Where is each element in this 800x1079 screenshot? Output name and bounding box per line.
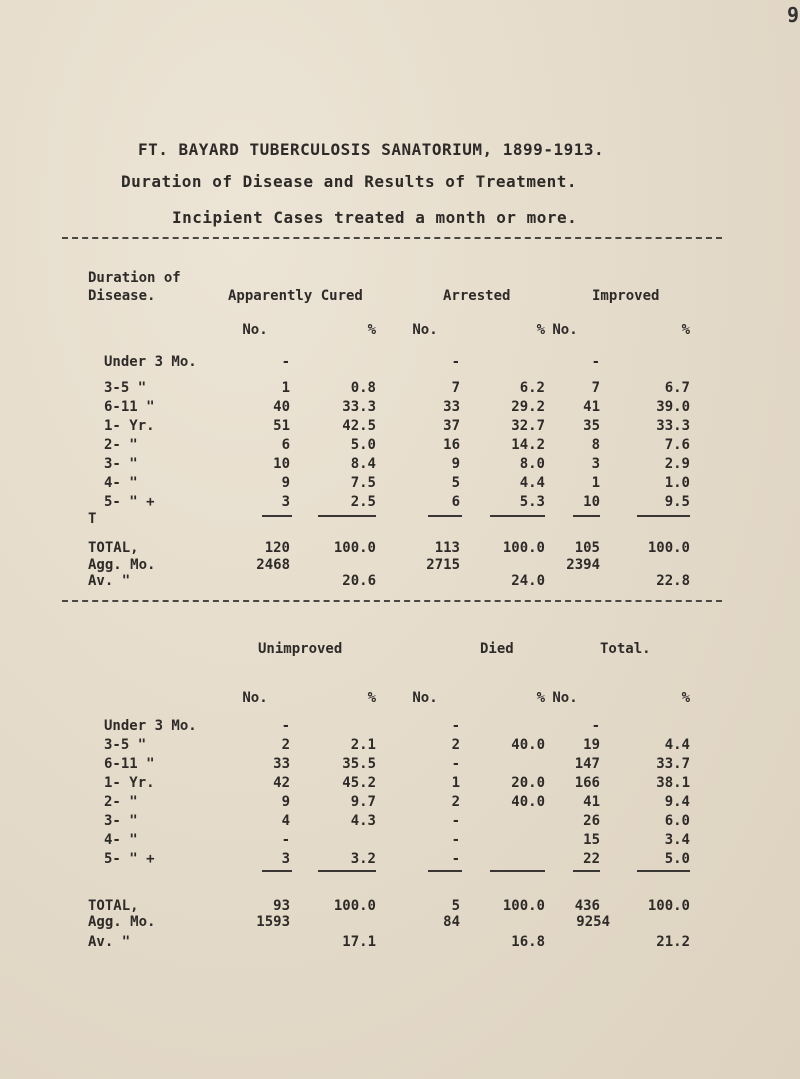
table-cell: 4.3 — [350, 813, 376, 829]
table-cell: 9.7 — [350, 794, 376, 810]
subheader-percent: % — [367, 690, 376, 706]
table-cell: 35.5 — [342, 756, 376, 772]
row-label: Under 3 Mo. — [104, 354, 197, 370]
table-cell: 3 — [281, 851, 290, 867]
table-cell: 3 — [591, 456, 600, 472]
total-cell: 100.0 — [502, 898, 545, 914]
table-cell: 1 — [591, 475, 600, 491]
table-cell: - — [451, 851, 460, 867]
table-cell: 5.0 — [350, 437, 376, 453]
row-label: 3-5 " — [104, 737, 147, 753]
table-cell: 14.2 — [511, 437, 545, 453]
av-cell: 21.2 — [656, 934, 690, 950]
table-cell: 10 — [273, 456, 290, 472]
row-label: 4- " — [104, 832, 138, 848]
column-rule — [573, 870, 600, 872]
av-cell: 16.8 — [511, 934, 545, 950]
table-cell: 37 — [443, 418, 460, 434]
table-cell: 0.8 — [350, 380, 376, 396]
table-cell: 3 — [281, 494, 290, 510]
agg-cell: 2394 — [566, 557, 600, 573]
stub-header-line-1: Duration of — [88, 270, 181, 286]
agg-cell: 1593 — [256, 914, 290, 930]
table-cell: 10 — [583, 494, 600, 510]
table-cell: 33 — [443, 399, 460, 415]
av-cell: 20.6 — [342, 573, 376, 589]
av-label: Av. " — [88, 573, 131, 589]
table-cell: 4.4 — [519, 475, 545, 491]
total-cell: 100.0 — [502, 540, 545, 556]
av-cell: 17.1 — [342, 934, 376, 950]
table-cell: 5.3 — [519, 494, 545, 510]
table-cell: 40.0 — [511, 737, 545, 753]
table-cell: 8 — [591, 437, 600, 453]
column-rule — [637, 870, 690, 872]
table-cell: 6.2 — [519, 380, 545, 396]
table-cell: 33 — [273, 756, 290, 772]
table-cell: 9 — [281, 794, 290, 810]
table-cell: 2.5 — [350, 494, 376, 510]
table-cell: 7.5 — [350, 475, 376, 491]
total-cell: 5 — [451, 898, 460, 914]
total-cell: 100.0 — [333, 540, 376, 556]
table-cell: 147 — [574, 756, 600, 772]
column-rule — [490, 515, 545, 517]
total-cell: 113 — [434, 540, 460, 556]
group-header-arrested: Arrested — [443, 288, 511, 304]
table-cell: 38.1 — [656, 775, 690, 791]
row-label: 5- " + — [104, 851, 155, 867]
group-header-died: Died — [480, 641, 514, 657]
total-cell: 100.0 — [647, 898, 690, 914]
table-cell: 6.0 — [664, 813, 690, 829]
title-line-3: Incipient Cases treated a month or more. — [172, 208, 578, 227]
subheader-percent: % — [367, 322, 376, 338]
table-cell: 20.0 — [511, 775, 545, 791]
agg-cell: 9254 — [576, 914, 610, 930]
table-cell: 6 — [451, 494, 460, 510]
group-header-apparently-cured: Apparently Cured — [228, 288, 363, 304]
table-cell: - — [451, 813, 460, 829]
row-label: 6-11 " — [104, 756, 155, 772]
table-cell: 45.2 — [342, 775, 376, 791]
row-label: 1- Yr. — [104, 775, 155, 791]
table-cell: 9.5 — [664, 494, 690, 510]
table-cell: 42.5 — [342, 418, 376, 434]
av-label: Av. " — [88, 934, 131, 950]
av-cell: 22.8 — [656, 573, 690, 589]
row-label: 3- " — [104, 456, 138, 472]
table-cell: 7 — [451, 380, 460, 396]
table-cell: 1 — [451, 775, 460, 791]
table-cell: 3.2 — [350, 851, 376, 867]
table-cell: 8.4 — [350, 456, 376, 472]
total-cell: 93 — [273, 898, 290, 914]
agg-label: Agg. Mo. — [88, 557, 156, 573]
subheader-no: No. — [242, 690, 268, 706]
column-rule — [262, 515, 292, 517]
subheader-percent: % — [536, 322, 545, 338]
title-line-2: Duration of Disease and Results of Treatment. — [121, 172, 577, 191]
table-cell: 3.4 — [664, 832, 690, 848]
agg-cell: 2468 — [256, 557, 290, 573]
table-cell: 7 — [591, 380, 600, 396]
subheader-percent: % — [681, 690, 690, 706]
table-cell: 39.0 — [656, 399, 690, 415]
total-cell: 100.0 — [647, 540, 690, 556]
table-cell: 33.3 — [656, 418, 690, 434]
dashed-divider-top — [62, 237, 722, 239]
table-cell: 4 — [281, 813, 290, 829]
table-cell: - — [591, 718, 600, 734]
total-label: TOTAL, — [88, 898, 139, 914]
table-cell: - — [451, 756, 460, 772]
column-rule — [318, 870, 376, 872]
subheader-percent: % — [681, 322, 690, 338]
column-rule — [262, 870, 292, 872]
table-cell: 15 — [583, 832, 600, 848]
row-label: 2- " — [104, 794, 138, 810]
table-cell: - — [591, 354, 600, 370]
table-cell: 42 — [273, 775, 290, 791]
column-rule — [573, 515, 600, 517]
stray-mark: T — [88, 511, 97, 527]
table-cell: 19 — [583, 737, 600, 753]
table-cell: 5.0 — [664, 851, 690, 867]
row-label: 5- " + — [104, 494, 155, 510]
table-cell: 33.7 — [656, 756, 690, 772]
table-cell: 35 — [583, 418, 600, 434]
table-cell: 4.4 — [664, 737, 690, 753]
table-cell: 7.6 — [664, 437, 690, 453]
stub-header-line-2: Disease. — [88, 288, 156, 304]
table-cell: 166 — [574, 775, 600, 791]
table-cell: 9 — [451, 456, 460, 472]
subheader-no: No. — [412, 690, 438, 706]
total-cell: 436 — [574, 898, 600, 914]
total-label: TOTAL, — [88, 540, 139, 556]
table-cell: 29.2 — [511, 399, 545, 415]
subheader-percent: % — [536, 690, 545, 706]
column-rule — [428, 515, 462, 517]
group-header-unimproved: Unimproved — [258, 641, 343, 657]
table-cell: 40 — [273, 399, 290, 415]
total-cell: 100.0 — [333, 898, 376, 914]
table-cell: 6.7 — [664, 380, 690, 396]
title-line-1: FT. BAYARD TUBERCULOSIS SANATORIUM, 1899-1913. — [138, 140, 605, 159]
subheader-no: No. — [242, 322, 268, 338]
table-cell: - — [451, 832, 460, 848]
total-cell: 105 — [574, 540, 600, 556]
table-cell: 2 — [451, 794, 460, 810]
subheader-no: No. — [552, 322, 578, 338]
table-cell: - — [281, 832, 290, 848]
subheader-no: No. — [412, 322, 438, 338]
table-cell: - — [451, 718, 460, 734]
table-cell: 9.4 — [664, 794, 690, 810]
table-cell: 33.3 — [342, 399, 376, 415]
row-label: 1- Yr. — [104, 418, 155, 434]
agg-cell: 84 — [443, 914, 460, 930]
table-cell: 51 — [273, 418, 290, 434]
table-cell: 41 — [583, 794, 600, 810]
total-cell: 120 — [264, 540, 290, 556]
table-cell: 26 — [583, 813, 600, 829]
table-cell: 22 — [583, 851, 600, 867]
table-cell: 2 — [451, 737, 460, 753]
row-label: 6-11 " — [104, 399, 155, 415]
dashed-divider-middle — [62, 600, 722, 602]
agg-label: Agg. Mo. — [88, 914, 156, 930]
table-cell: - — [281, 354, 290, 370]
table-cell: 40.0 — [511, 794, 545, 810]
subheader-no: No. — [552, 690, 578, 706]
group-header-improved: Improved — [592, 288, 660, 304]
row-label: 4- " — [104, 475, 138, 491]
table-cell: 41 — [583, 399, 600, 415]
column-rule — [637, 515, 690, 517]
row-label: 3-5 " — [104, 380, 147, 396]
column-rule — [428, 870, 462, 872]
table-cell: - — [281, 718, 290, 734]
agg-cell: 2715 — [426, 557, 460, 573]
group-header-total: Total. — [600, 641, 651, 657]
table-cell: 9 — [281, 475, 290, 491]
table-cell: 1.0 — [664, 475, 690, 491]
table-cell: 8.0 — [519, 456, 545, 472]
table-cell: 1 — [281, 380, 290, 396]
table-cell: 2.9 — [664, 456, 690, 472]
column-rule — [490, 870, 545, 872]
table-cell: 5 — [451, 475, 460, 491]
table-cell: 2.1 — [350, 737, 376, 753]
av-cell: 24.0 — [511, 573, 545, 589]
column-rule — [318, 515, 376, 517]
table-cell: 16 — [443, 437, 460, 453]
table-cell: - — [451, 354, 460, 370]
table-cell: 6 — [281, 437, 290, 453]
row-label: 3- " — [104, 813, 138, 829]
page-number: 9 — [787, 3, 800, 27]
row-label: 2- " — [104, 437, 138, 453]
table-cell: 32.7 — [511, 418, 545, 434]
row-label: Under 3 Mo. — [104, 718, 197, 734]
table-cell: 2 — [281, 737, 290, 753]
